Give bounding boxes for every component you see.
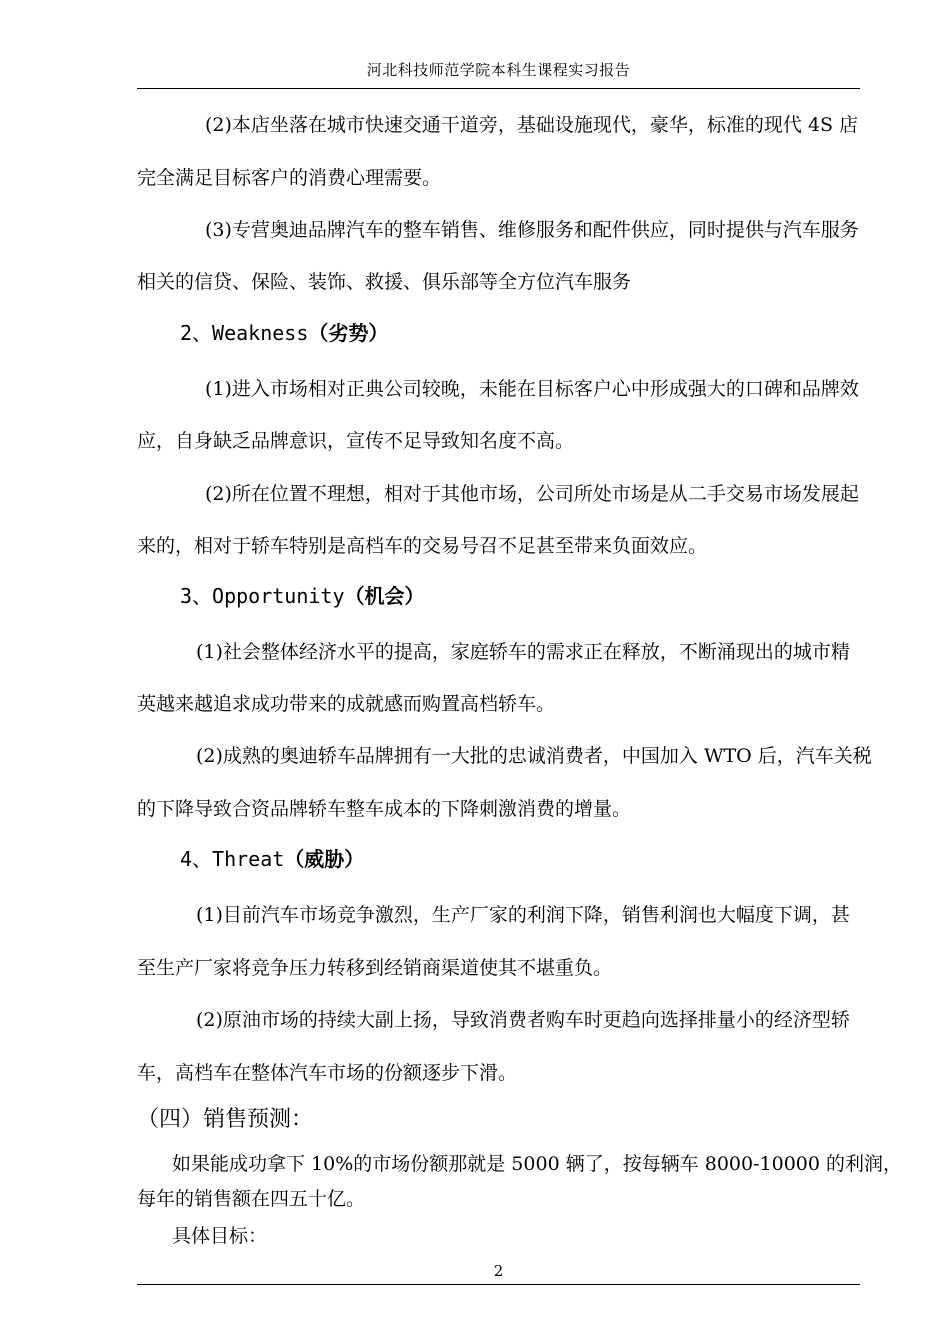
opportunity-p2-line1: (2)成熟的奥迪轿车品牌拥有一大批的忠诚消费者，中国加入 WTO 后，汽车关税: [196, 745, 872, 767]
threat-p1-line2: 至生产厂家将竞争压力转移到经销商渠道使其不堪重负。: [137, 957, 613, 979]
weakness-heading-cn: （劣势）: [308, 321, 389, 345]
footer-divider: [137, 1284, 860, 1285]
opportunity-heading-prefix: 3、Opportunity: [180, 584, 345, 608]
threat-heading-cn: （威胁）: [284, 847, 365, 871]
threat-p2-line2: 车，高档车在整体汽车市场的份额逐步下滑。: [137, 1062, 518, 1084]
opportunity-p1-line1: (1)社会整体经济水平的提高，家庭轿车的需求正在释放，不断涌现出的城市精: [196, 641, 850, 663]
opportunity-heading-cn: （机会）: [344, 584, 425, 608]
forecast-line3: 具体目标：: [172, 1225, 268, 1247]
threat-heading: [180, 847, 364, 871]
header-divider: [137, 88, 860, 89]
weakness-heading-prefix: 2、Weakness: [180, 321, 309, 345]
opportunity-p2-line2: 的下降导致合资品牌轿车整车成本的下降刺激消费的增量。: [137, 798, 632, 820]
weakness-p1-line2: 应，自身缺乏品牌意识，宣传不足导致知名度不高。: [137, 430, 575, 452]
strength-p2-line2: 完全满足目标客户的消费心理需要。: [137, 167, 442, 189]
threat-p1-line1: (1)目前汽车市场竞争激烈，生产厂家的利润下降，销售利润也大幅度下调，甚: [196, 904, 850, 926]
forecast-line2: 每年的销售额在四五十亿。: [137, 1188, 366, 1210]
strength-p3-line2: 相关的信贷、保险、装饰、救援、俱乐部等全方位汽车服务: [137, 271, 632, 293]
forecast-line1: 如果能成功拿下 10%的市场份额那就是 5000 辆了，按每辆车 8000-10000 的利润，: [172, 1153, 902, 1175]
weakness-heading: [180, 321, 388, 345]
page-number: 2: [493, 1262, 504, 1280]
weakness-p1-line1: (1)进入市场相对正典公司较晚，未能在目标客户心中形成强大的口碑和品牌效: [205, 378, 859, 400]
strength-p2-line1: (2)本店坐落在城市快速交通干道旁，基础设施现代，豪华，标准的现代 4S 店: [205, 114, 859, 136]
opportunity-heading: [180, 584, 425, 608]
page-header: 河北科技师范学院本科生课程实习报告: [366, 61, 631, 79]
threat-heading-prefix: 4、Threat: [180, 847, 285, 871]
strength-p3-line1: (3)专营奥迪品牌汽车的整车销售、维修服务和配件供应，同时提供与汽车服务: [205, 219, 859, 241]
weakness-p2-line1: (2)所在位置不理想，相对于其他市场，公司所处市场是从二手交易市场发展起: [205, 483, 859, 505]
threat-p2-line1: (2)原油市场的持续大副上扬，导致消费者购车时更趋向选择排量小的经济型轿: [196, 1009, 850, 1031]
opportunity-p1-line2: 英越来越追求成功带来的成就感而购置高档轿车。: [137, 693, 556, 715]
sales-forecast-title: （四）销售预测：: [137, 1107, 314, 1132]
weakness-p2-line2: 来的，相对于轿车特别是高档车的交易号召不足甚至带来负面效应。: [137, 535, 708, 557]
